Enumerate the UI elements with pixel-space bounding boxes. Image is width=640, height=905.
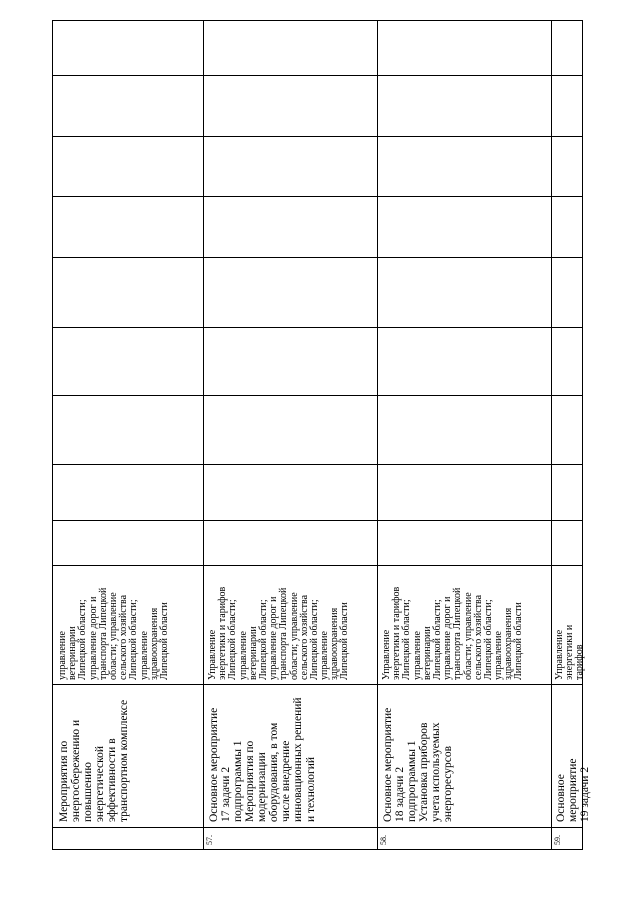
table-column-line [52,327,582,328]
table-column-line [52,196,582,197]
row-58-title: Основное мероприятие 18 задачи 2 подпрограммы 1 Установка приборов учета используемых энергоресурсов [382,707,455,822]
table-border-left [52,20,53,850]
table-column-line [52,827,582,828]
row-58-responsible: Управление энергетики и тарифов Липецкой области; управление ветеринарии Липецкой области; управление дорог и транспорта Липецкой области; управление сельского хозяйства Липецкой области; управление здравоохранения Липецкой области [381,586,525,680]
table-row-line [377,20,378,850]
table-row-line [551,20,552,850]
table-column-line [52,464,582,465]
table-column-line [52,257,582,258]
table-column-line [52,395,582,396]
table-column-line [52,75,582,76]
row-57-responsible: Управление энергетики и тарифов Липецкой области; управление ветеринарии Липецкой области; управление дорог и транспорта Липецкой области; управление сельского хозяйства Липецкой области; управление здравоохранения Липецкой области [207,586,351,680]
table-border-right [582,20,583,850]
table-row-line [203,20,204,850]
row-59-number: 59. [553,835,562,845]
row-1-title: Мероприятия по энергосбережению и повышению энергетической эффективности в транспортном комплексе [58,699,131,822]
table-border-top [52,20,582,21]
row-58-number: 58. [379,835,388,845]
row-59-title: Основное мероприятие 19 задачи 2 [555,758,592,822]
table-border-bottom [52,849,582,850]
table-column-line [52,684,582,685]
table-column-line [52,520,582,521]
table-column-line [52,565,582,566]
row-57-number: 57. [205,835,214,845]
row-1-responsible: управление ветеринарии Липецкой области; управление дорог и транспорта Липецкой области; управление сельского хозяйства Липецкой области; управление здравоохранения Липецкой области [57,587,170,680]
row-59-responsible: Управление энергетики и тарифов [554,624,586,680]
row-57-title: Основное мероприятие 17 задачи 2 подпрограммы 1 Мероприятия по модернизации оборудования, в том числе внедрение инновационных решений и технологий [208,697,317,822]
table-column-line [52,136,582,137]
